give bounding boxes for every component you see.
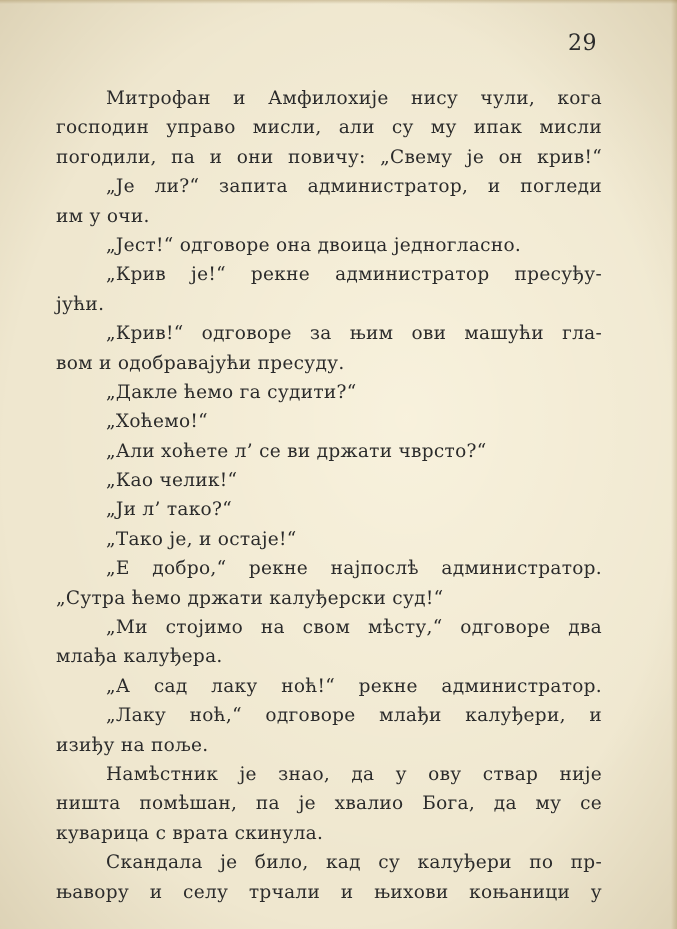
text-line: погодили, па и они повичу: „Свему је он крив!“ — [56, 146, 602, 168]
body-text — [56, 84, 602, 907]
text-line: „Ми стојимо на свом мѣсту,“ одговоре два — [106, 617, 602, 639]
text-line: „А сад лаку ноћ!“ рекне администратор. — [106, 675, 602, 697]
text-line: њавору и селу трчали и њихови коњаници у — [56, 881, 602, 903]
text-line: „Ји л’ тако?“ — [106, 499, 232, 521]
text-line: „Дакле ћемо га судити?“ — [106, 381, 357, 403]
text-line: вом и одобравајући пресуду. — [56, 352, 345, 374]
page-top-edge — [0, 0, 677, 4]
text-line: „Јест!“ одговоре она двоица једногласно. — [106, 234, 522, 256]
page-right-edge — [671, 0, 677, 929]
text-line: „Тако је, и остаје!“ — [106, 528, 297, 550]
text-line: „Е добро,“ рекне најпослѣ администратор. — [106, 558, 602, 580]
text-line: изиђу на поље. — [56, 734, 209, 756]
text-line: „Лаку ноћ,“ одговоре млађи калуђери, и — [106, 705, 602, 727]
text-line: им у очи. — [56, 205, 150, 227]
text-line: „Сутра ћемо држати калуђерски суд!“ — [56, 587, 444, 609]
text-line: „Крив!“ одговоре за њим ови машући гла- — [106, 323, 602, 345]
text-line: господин управо мисли, али су му ипак мисли — [56, 117, 602, 139]
text-line: „Али хоћете л’ се ви држати чврсто?“ — [106, 440, 487, 462]
text-line: „Крив је!“ рекне администратор пресуђу- — [106, 264, 602, 286]
text-line: млађа калуђера. — [56, 646, 223, 668]
text-line: „Као челик!“ — [106, 470, 238, 492]
text-line: ништа помѣшан, па је хвалио Бога, да му се — [56, 793, 602, 815]
text-line: „Хоћемо!“ — [106, 411, 208, 433]
text-line: Митрофан и Амфилохије нису чули, кога — [106, 88, 602, 109]
page-number: 29 — [568, 31, 597, 56]
text-line: куварица с врата скинула. — [56, 822, 324, 844]
text-line: Скандала је било, кад су калуђери по пр- — [106, 852, 602, 874]
text-line: јући. — [56, 293, 105, 315]
text-line: „Је ли?“ запита администратор, и погледи — [106, 176, 602, 198]
text-line: Намѣстник је знао, да у ову ствар није — [106, 763, 602, 785]
